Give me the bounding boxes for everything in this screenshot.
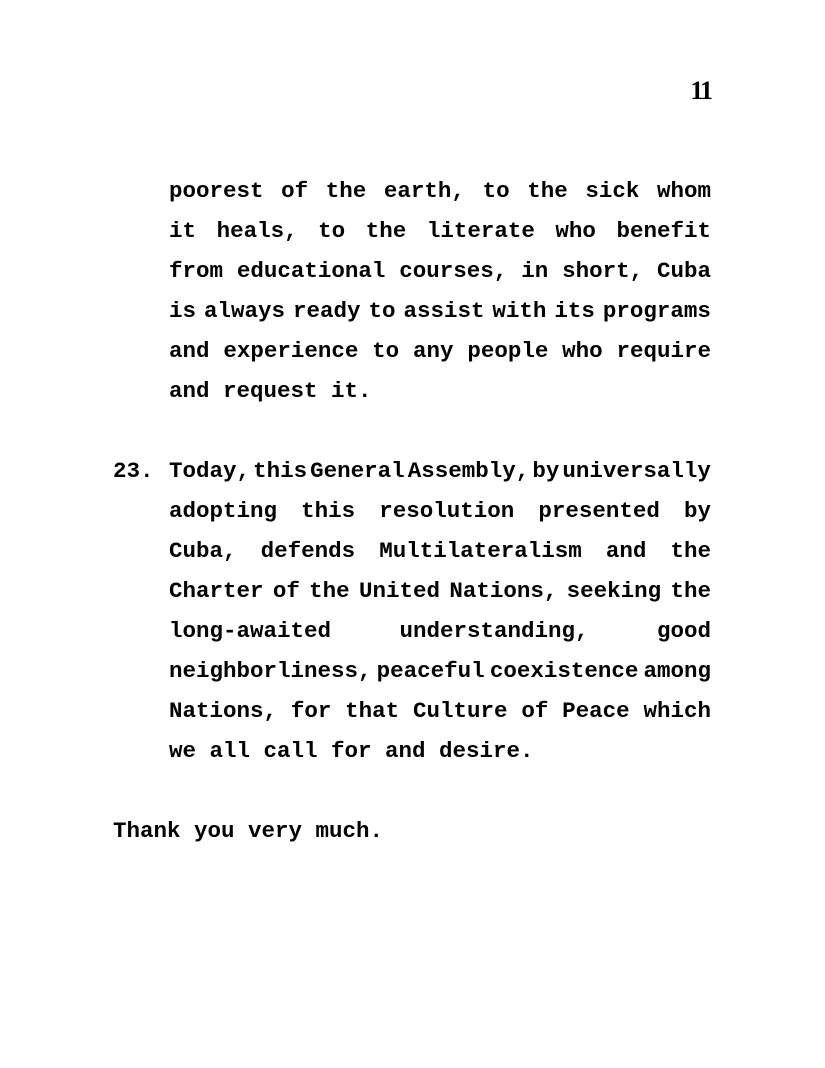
word: for [290, 698, 332, 724]
word: the [309, 578, 350, 604]
word: seeking [566, 578, 662, 604]
word: good [656, 618, 711, 644]
word: benefit [616, 218, 711, 244]
word: that [345, 698, 400, 724]
page-number: 11 [690, 76, 711, 105]
text-line [169, 451, 711, 491]
word: coexistence [489, 658, 639, 684]
word: assist [403, 298, 485, 324]
word: General [310, 458, 405, 484]
word: of [521, 698, 549, 724]
word: to [318, 218, 346, 244]
word: Multilateralism [379, 538, 582, 564]
text-line: we all call for and desire. [169, 738, 534, 764]
word: of [272, 578, 300, 604]
closing-line: Thank you very much. [113, 818, 384, 844]
word: whom [656, 178, 711, 204]
word: is [169, 298, 197, 324]
word: short, [562, 258, 644, 284]
word: Cuba, [169, 538, 237, 564]
word: by [532, 458, 560, 484]
word: Culture [413, 698, 508, 724]
paragraph-number: 23. [113, 458, 154, 484]
word: any [413, 338, 454, 364]
word: programs [602, 298, 711, 324]
word: and [605, 538, 647, 564]
word: by [683, 498, 711, 524]
word: its [554, 298, 595, 324]
word: resolution [379, 498, 515, 524]
text-line [169, 491, 711, 531]
word: Assembly, [407, 458, 530, 484]
text-line [169, 251, 711, 291]
text-line [169, 211, 711, 251]
word: Nations, [449, 578, 558, 604]
word: long-awaited [169, 618, 332, 644]
text-line [169, 611, 711, 651]
word: adopting [169, 498, 278, 524]
word: universally [562, 458, 711, 484]
word: Charter [169, 578, 264, 604]
text-line [169, 651, 711, 691]
word: the [670, 578, 711, 604]
text-line: and request it. [169, 378, 372, 404]
word: United [358, 578, 440, 604]
text-line [169, 691, 711, 731]
word: presented [538, 498, 660, 524]
word: literate [426, 218, 535, 244]
word: this [301, 498, 356, 524]
word: among [643, 658, 711, 684]
word: and [169, 338, 210, 364]
word: understanding, [399, 618, 589, 644]
word: people [467, 338, 549, 364]
word: to [372, 338, 400, 364]
word: the [365, 218, 407, 244]
word: educational [236, 258, 386, 284]
word: Today, [169, 458, 251, 484]
text-line [169, 531, 711, 571]
word: require [616, 338, 711, 364]
word: always [203, 298, 285, 324]
text-line [169, 571, 711, 611]
word: who [562, 338, 603, 364]
text-line [169, 291, 711, 331]
word: ready [292, 298, 361, 324]
word: defends [260, 538, 356, 564]
word: Cuba [656, 258, 711, 284]
word: Nations, [169, 698, 278, 724]
word: poorest [169, 178, 264, 204]
word: the [670, 538, 711, 564]
word: sick [585, 178, 640, 204]
word: who [555, 218, 596, 244]
word: to [368, 298, 396, 324]
word: with [492, 298, 547, 324]
word: of [281, 178, 309, 204]
word: experience [223, 338, 359, 364]
paragraph [113, 171, 711, 411]
word: this [253, 458, 308, 484]
word: from [169, 258, 224, 284]
word: in [521, 258, 549, 284]
word: to [482, 178, 510, 204]
word: it [169, 218, 197, 244]
word: Peace [562, 698, 630, 724]
word: earth, [383, 178, 465, 204]
word: which [643, 698, 711, 724]
numbered-paragraph [113, 451, 711, 771]
word: heals, [216, 218, 298, 244]
text-line [169, 171, 711, 211]
word: neighborliness, [169, 658, 372, 684]
word: the [325, 178, 367, 204]
word: the [527, 178, 568, 204]
word: courses, [399, 258, 508, 284]
document-body [113, 171, 711, 771]
text-line [169, 331, 711, 371]
word: peaceful [376, 658, 485, 684]
